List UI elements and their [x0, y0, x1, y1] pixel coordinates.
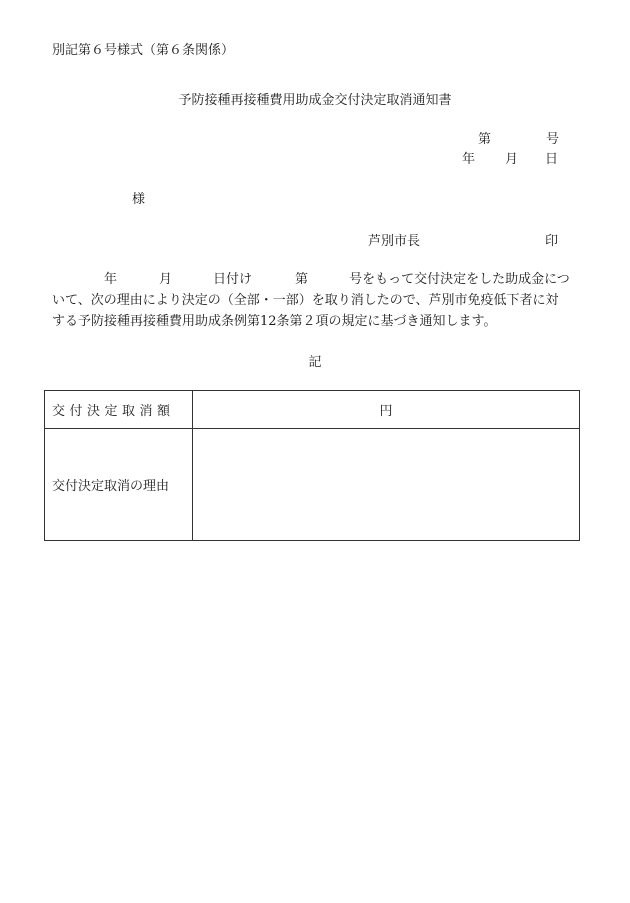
body-number-prefix: 第 [295, 272, 309, 287]
date-month-label: 月 [505, 152, 519, 167]
cancellation-table [44, 390, 580, 541]
cancel-amount-label: 交付決定取消額 [45, 391, 193, 429]
body-date-year: 年 [104, 272, 118, 287]
ki-heading: 記 [308, 355, 322, 370]
body-line-1-tail: 号をもって交付決定をした助成金につ [349, 272, 570, 287]
body-line-1 [52, 269, 572, 290]
cancel-reason-label: 交付決定取消の理由 [45, 429, 193, 541]
body-line-3: する予防接種再接種費用助成条例第12条第２項の規定に基づき通知します。 [52, 314, 497, 329]
number-suffix: 号 [546, 132, 560, 147]
table-row [45, 391, 580, 429]
table-row [45, 429, 580, 541]
body-line-2: いて、次の理由により決定の（全部・一部）を取り消したので、芦別市免疫低下者に対 [52, 293, 559, 308]
body-date-month: 月 [159, 272, 173, 287]
issuer-name: 芦別市長 [368, 234, 421, 249]
document-title: 予防接種再接種費用助成金交付決定取消通知書 [178, 93, 452, 108]
notice-body [52, 269, 572, 332]
addressee-honorific: 様 [132, 192, 146, 207]
form-label: 別記第６号様式（第６条関係） [52, 43, 235, 58]
cancel-amount-value: 円 [193, 391, 580, 429]
number-prefix: 第 [478, 132, 492, 147]
date-day-label: 日 [545, 152, 559, 167]
date-year-label: 年 [462, 152, 476, 167]
seal-mark: 印 [545, 234, 559, 249]
cancel-reason-value [193, 429, 580, 541]
body-date-day: 日付け [213, 272, 253, 287]
